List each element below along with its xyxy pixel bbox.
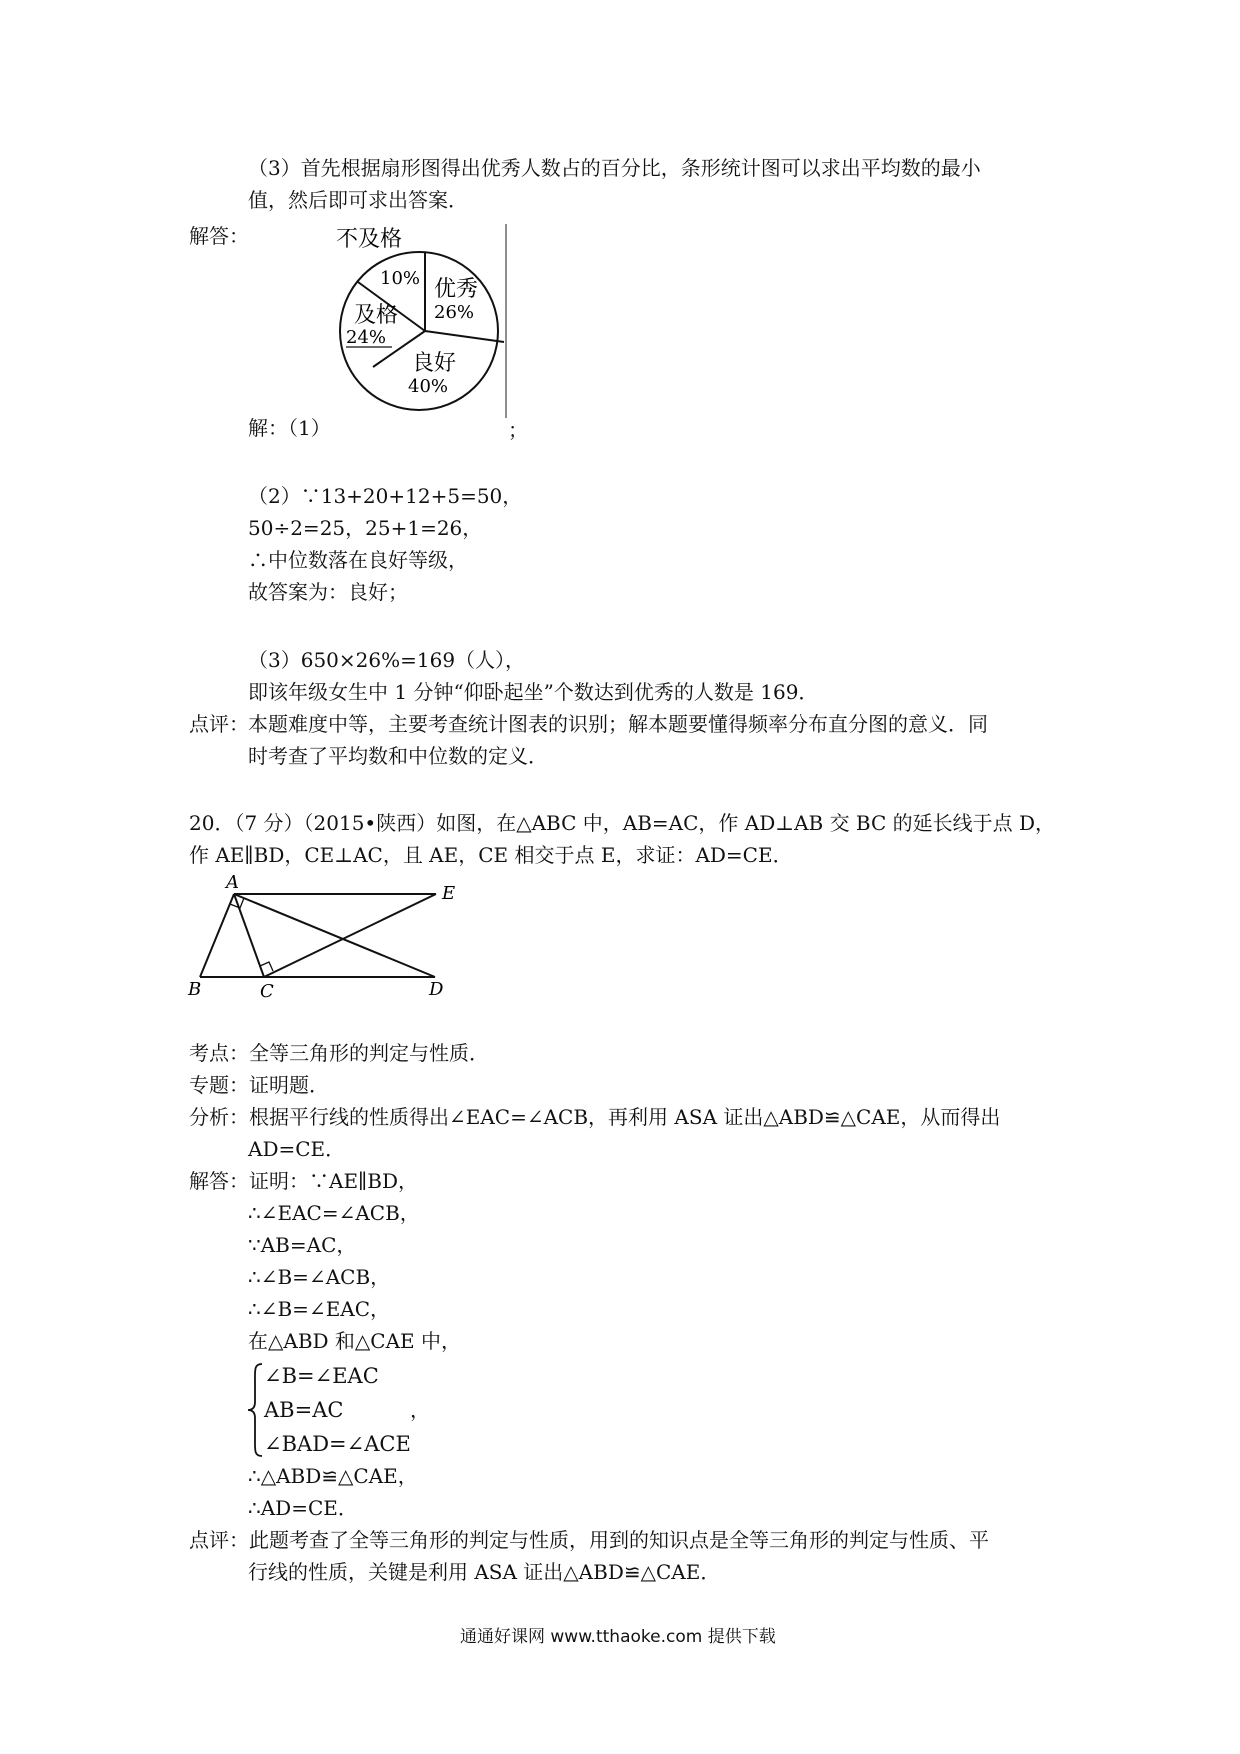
system-brace xyxy=(246,1362,264,1458)
proof-step: ∴∠B=∠EAC， xyxy=(248,1297,391,1321)
pie-chart xyxy=(320,222,520,422)
proof-step: ∴∠EAC=∠ACB， xyxy=(248,1201,420,1225)
vertex-d-label: D xyxy=(429,979,444,1000)
vertex-a-label: A xyxy=(226,872,239,893)
solution-2-line1: （2）∵13+20+12+5=50， xyxy=(248,484,523,508)
segment-ce xyxy=(264,894,436,977)
q20-stem-line2: 作 AE∥BD，CE⊥AC，且 AE，CE 相交于点 E，求证：AD=CE． xyxy=(189,843,793,867)
pie-pct-excellent: 26% xyxy=(434,302,475,323)
answer-label: 解答： xyxy=(189,224,249,248)
fenxi-line1: 分析：根据平行线的性质得出∠EAC=∠ACB，再利用 ASA 证出△ABD≌△CAE，从而得出 xyxy=(189,1105,1001,1129)
solution-3-line2: 即该年级女生中 1 分钟“仰卧起坐”个数达到优秀的人数是 169． xyxy=(248,680,819,704)
proof-step: ∴∠B=∠ACB， xyxy=(248,1265,391,1289)
pie-pct-good: 40% xyxy=(408,376,449,397)
solution-1-prefix: 解：（1） xyxy=(248,416,331,440)
pie-label-good: 良好 xyxy=(412,351,457,376)
geometry-figure xyxy=(180,872,480,1002)
proof-step: 在△ABD 和△CAE 中， xyxy=(248,1329,461,1353)
proof-step: ∵AB=AC， xyxy=(248,1233,357,1257)
comment-20-line2: 行线的性质，关键是利用 ASA 证出△ABD≌△CAE． xyxy=(248,1560,721,1584)
comment-19-line1: 本题难度中等，主要考查统计图表的识别；解本题要懂得频率分布直分图的意义．同 xyxy=(248,712,988,736)
system-eq: ∠B=∠EAC xyxy=(264,1364,379,1388)
pie-label-pass: 及格 xyxy=(354,303,399,328)
jieda-line1: 解答：证明：∵AE∥BD， xyxy=(189,1169,419,1193)
pie-divider-right xyxy=(425,331,504,342)
q20-stem-line1: 20．（7 分）（2015•陕西）如图，在△ABC 中，AB=AC，作 AD⊥AB 交 BC 的延长线于点 D， xyxy=(189,811,1056,835)
pie-label-excellent: 优秀 xyxy=(434,277,479,302)
segment-ac xyxy=(234,894,264,977)
comment-19-line2: 时考查了平均数和中位数的定义． xyxy=(248,744,548,768)
pie-label-fail: 不及格 xyxy=(336,227,403,252)
solution-3-line1: （3）650×26%=169（人）， xyxy=(248,648,526,672)
proof-end-1: ∴△ABD≌△CAE， xyxy=(248,1464,418,1488)
analysis-3-line1: （3）首先根据扇形图得出优秀人数占的百分比，条形统计图可以求出平均数的最小 xyxy=(248,156,981,180)
kaodian: 考点：全等三角形的判定与性质． xyxy=(189,1041,489,1065)
system-eq: AB=AC xyxy=(264,1398,344,1422)
vertex-b-label: B xyxy=(188,979,202,1000)
solution-2-line3: ∴中位数落在良好等级， xyxy=(248,548,468,572)
pie-pct-fail: 10% xyxy=(380,268,421,289)
system-eq: ∠BAD=∠ACE xyxy=(264,1432,411,1456)
vertex-c-label: C xyxy=(260,981,274,1002)
solution-2-line4: 故答案为：良好； xyxy=(248,580,408,604)
zhuanti: 专题：证明题． xyxy=(189,1073,329,1097)
system-comma: ， xyxy=(410,1398,430,1422)
comment-20-line1: 点评：此题考查了全等三角形的判定与性质，用到的知识点是全等三角形的判定与性质、平 xyxy=(189,1528,989,1552)
segment-ab xyxy=(200,894,234,977)
pie-pct-pass: 24% xyxy=(346,327,387,348)
solution-1-suffix: ； xyxy=(508,418,528,442)
analysis-3-line2: 值，然后即可求出答案． xyxy=(248,188,468,212)
vertex-e-label: E xyxy=(442,883,456,904)
footer-watermark: 通通好课网 www.tthaoke.com 提供下载 xyxy=(460,1627,776,1647)
proof-end-2: ∴AD=CE． xyxy=(248,1496,358,1520)
fenxi-line2: AD=CE． xyxy=(248,1137,346,1161)
comment-label: 点评： xyxy=(189,712,249,736)
solution-2-line2: 50÷2=25，25+1=26， xyxy=(248,516,483,540)
